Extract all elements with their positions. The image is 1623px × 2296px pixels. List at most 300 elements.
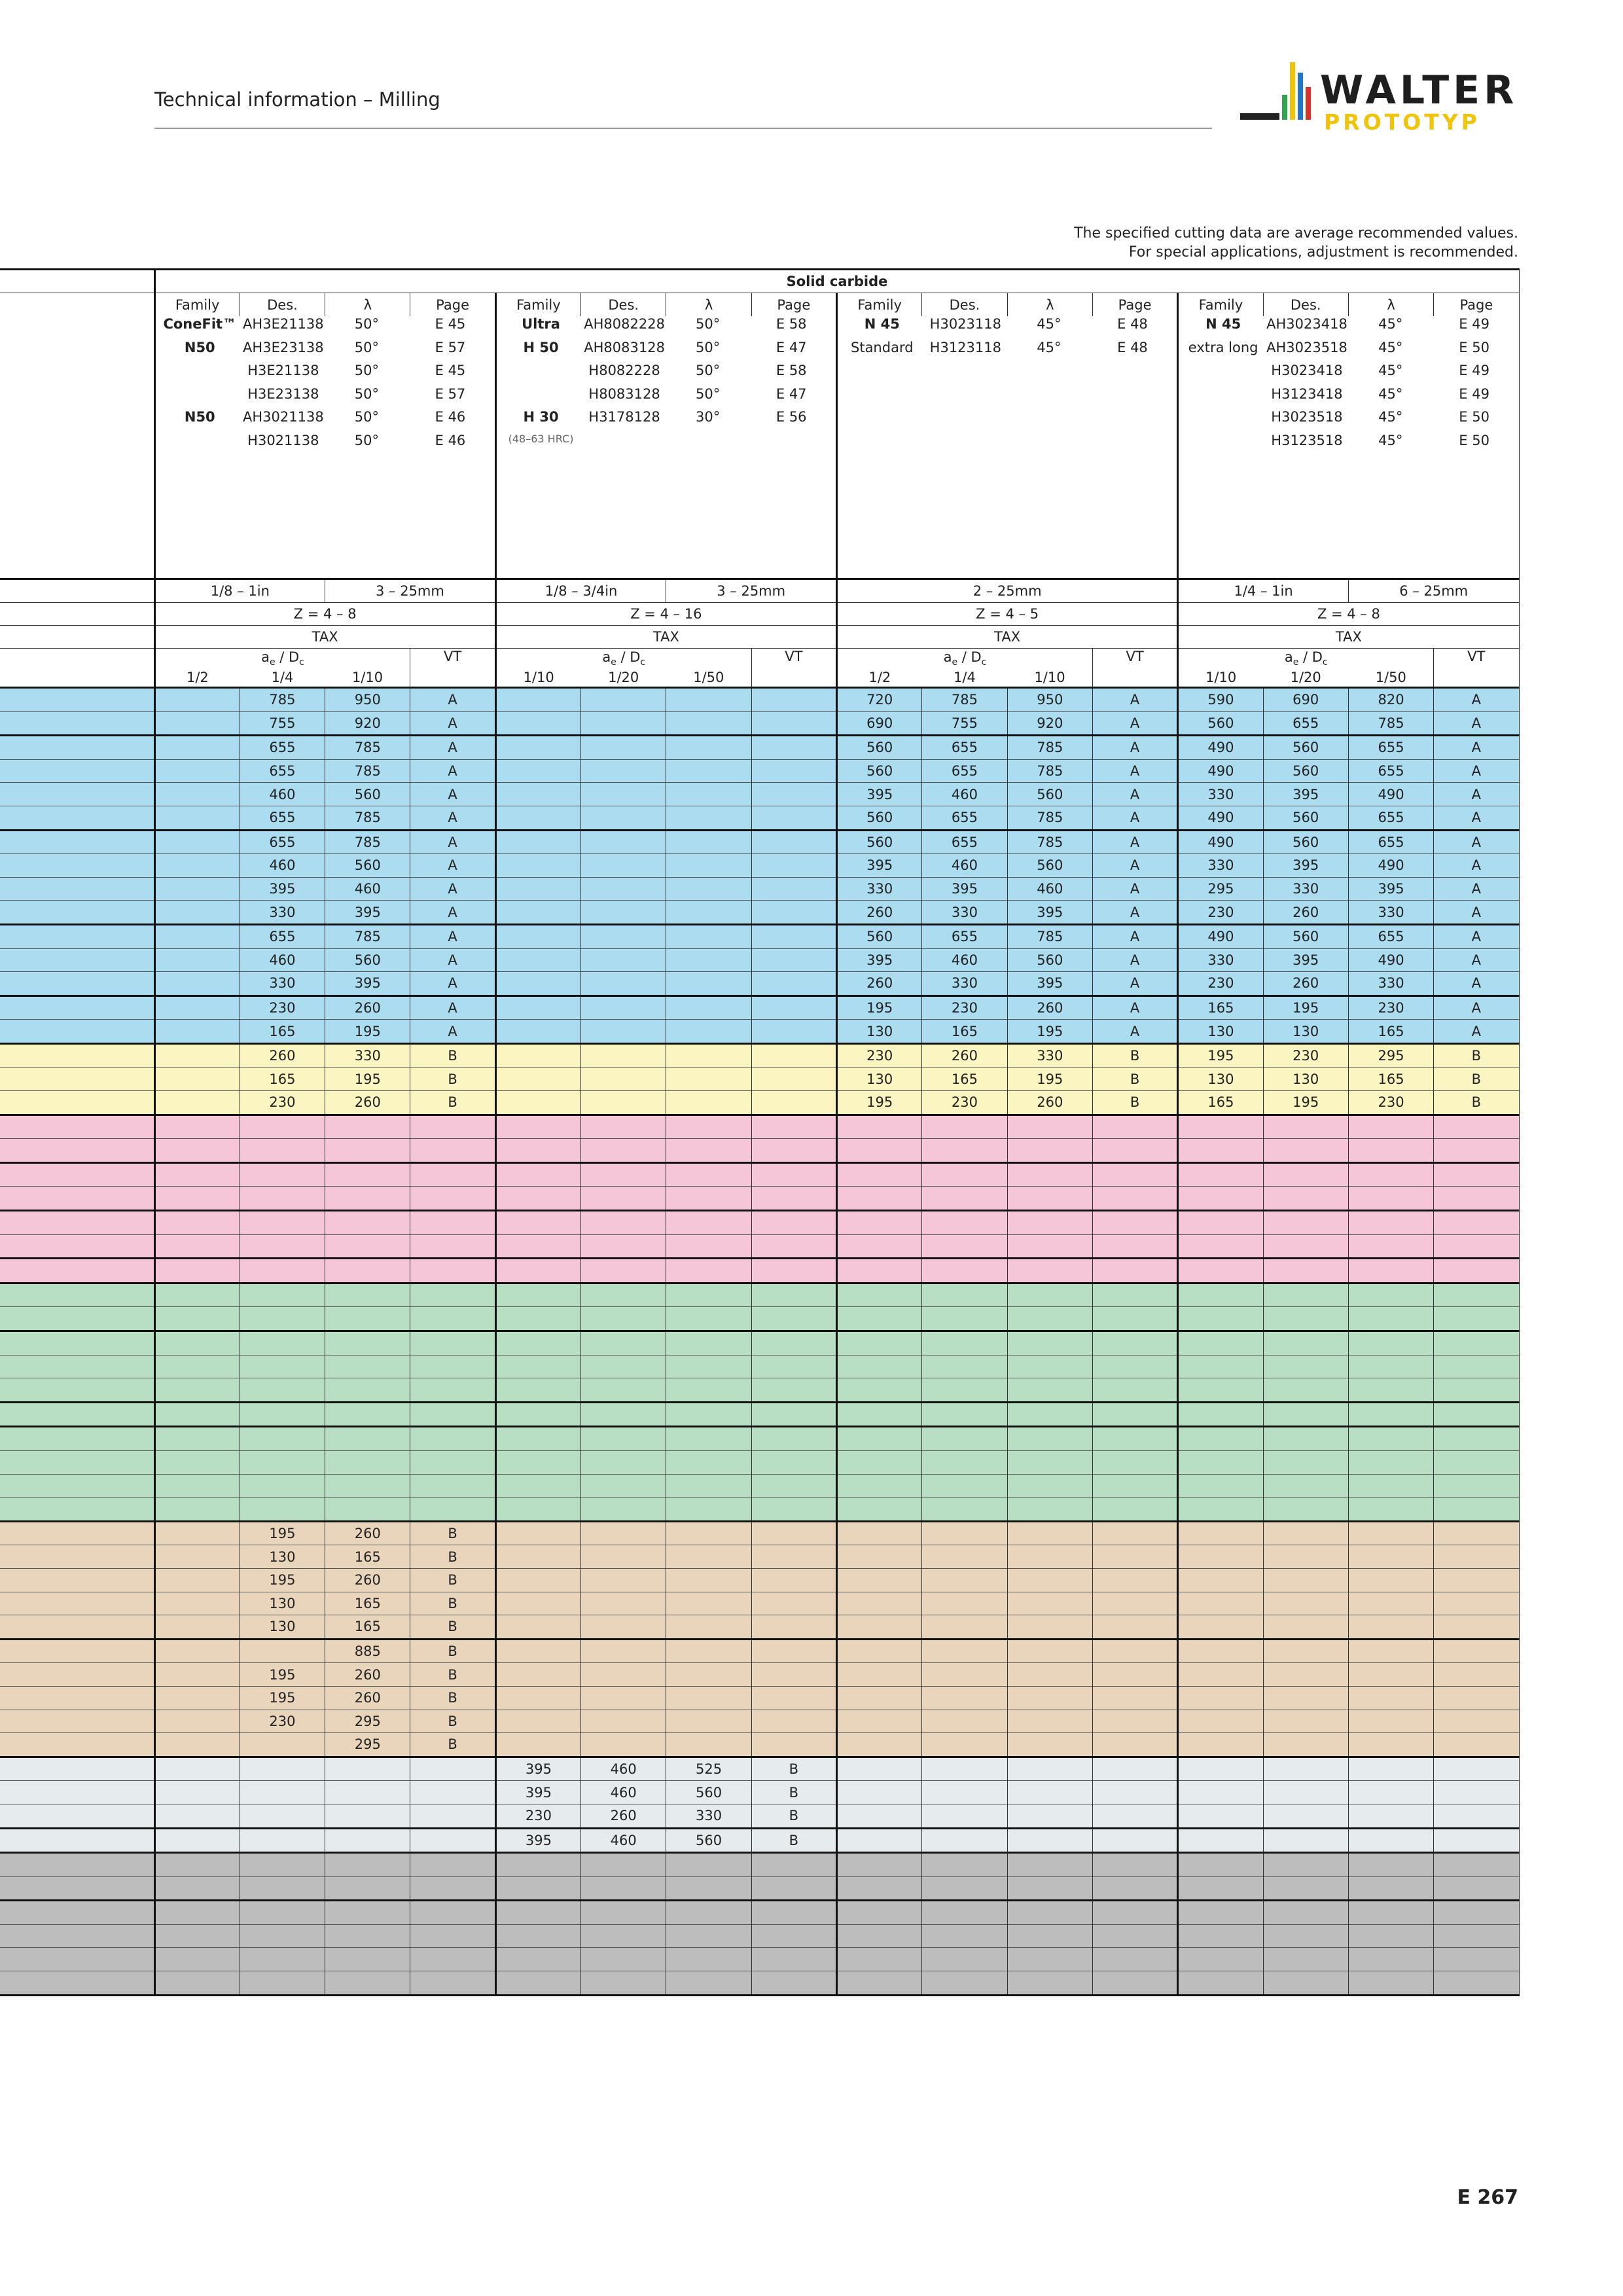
column-header: λ	[1348, 293, 1433, 317]
table-cell	[1263, 1378, 1348, 1403]
table-cell	[581, 972, 666, 996]
table-cell	[666, 1283, 751, 1307]
table-cell: 165	[325, 1545, 410, 1569]
table-cell: 785	[325, 759, 410, 783]
table-cell	[240, 1162, 325, 1187]
table-cell	[666, 1020, 751, 1044]
page-header-title: Technical information – Milling	[154, 88, 440, 111]
tool-lambda: 45°	[1378, 316, 1403, 332]
table-cell: 490	[1178, 806, 1263, 830]
ae-ratio: 1/20	[1290, 669, 1321, 685]
table-cell	[751, 877, 836, 901]
table-cell	[1263, 1427, 1348, 1451]
table-cell	[495, 830, 580, 854]
table-cell	[1263, 1804, 1348, 1828]
table-row	[0, 1853, 1519, 1877]
table-cell	[1434, 1971, 1519, 1996]
tool-row	[158, 363, 492, 386]
table-cell	[1263, 1451, 1348, 1475]
table-cell	[751, 1924, 836, 1948]
table-cell	[325, 1187, 410, 1211]
tool-list	[1181, 316, 1516, 456]
table-cell: B	[410, 1663, 495, 1687]
table-cell	[240, 1427, 325, 1451]
tool-family	[1181, 386, 1265, 410]
table-cell	[751, 1259, 836, 1283]
table-cell: A	[1434, 830, 1519, 854]
tool-row	[1181, 433, 1516, 456]
table-cell: 260	[581, 1804, 666, 1828]
table-cell	[1007, 1733, 1092, 1757]
teeth-count: Z = 4 – 8	[154, 603, 495, 626]
table-cell	[1348, 1378, 1433, 1403]
table-cell: 920	[1007, 711, 1092, 736]
table-cell	[325, 1427, 410, 1451]
tool-page: E 58	[776, 316, 807, 332]
tool-family	[158, 363, 242, 386]
table-row	[0, 1378, 1519, 1403]
table-cell	[922, 1663, 1007, 1687]
table-cell	[240, 1283, 325, 1307]
table-cell	[1178, 1521, 1263, 1545]
tool-family: H 30	[523, 409, 559, 425]
table-cell	[751, 806, 836, 830]
teeth-count: Z = 4 – 8	[1178, 603, 1519, 626]
table-cell	[1348, 1686, 1433, 1710]
table-cell: 460	[922, 783, 1007, 806]
table-cell	[581, 1568, 666, 1592]
table-cell	[581, 783, 666, 806]
table-row	[0, 1020, 1519, 1044]
table-cell	[1178, 1924, 1263, 1948]
table-cell	[495, 806, 580, 830]
table-cell	[240, 1948, 325, 1971]
table-cell: 165	[240, 1020, 325, 1044]
table-cell	[240, 1187, 325, 1211]
note-line-2: For special applications, adjustment is recommended.	[1128, 244, 1518, 260]
table-cell	[325, 1283, 410, 1307]
table-cell: A	[1092, 688, 1177, 712]
tool-page: E 49	[1459, 316, 1489, 332]
row-label-cell	[0, 996, 154, 1020]
table-cell	[1434, 1211, 1519, 1235]
table-cell	[154, 1615, 240, 1640]
tool-group-3	[1178, 316, 1519, 579]
table-cell	[837, 1757, 922, 1781]
table-cell	[1007, 1828, 1092, 1853]
table-cell	[1092, 1876, 1177, 1901]
table-cell	[1263, 1355, 1348, 1378]
table-cell: A	[410, 736, 495, 760]
table-cell: 165	[325, 1592, 410, 1615]
table-cell	[1348, 1427, 1433, 1451]
table-cell	[837, 1307, 922, 1331]
table-cell	[1092, 1924, 1177, 1948]
table-cell: A	[1434, 711, 1519, 736]
table-cell	[581, 1378, 666, 1403]
table-row	[0, 1615, 1519, 1640]
table-row	[0, 1924, 1519, 1948]
table-cell: 395	[922, 877, 1007, 901]
table-cell	[495, 1498, 580, 1522]
table-cell	[154, 972, 240, 996]
table-cell: A	[1092, 736, 1177, 760]
tool-page: E 45	[435, 363, 466, 378]
table-cell	[666, 1187, 751, 1211]
cutting-data-note	[1074, 224, 1518, 262]
table-cell	[751, 948, 836, 972]
table-cell	[325, 1402, 410, 1427]
table-cell	[1092, 1971, 1177, 1996]
table-cell	[495, 783, 580, 806]
table-row	[0, 1971, 1519, 1996]
tax-label: TAX	[495, 626, 836, 649]
table-cell	[1178, 1948, 1263, 1971]
table-cell	[325, 1757, 410, 1781]
table-cell	[1434, 1948, 1519, 1971]
row-label-cell	[0, 1474, 154, 1498]
table-row	[0, 1828, 1519, 1853]
ae-ratio: 1/10	[1034, 669, 1065, 685]
table-cell	[495, 1710, 580, 1733]
table-cell: A	[1434, 877, 1519, 901]
table-cell	[922, 1710, 1007, 1733]
table-cell	[154, 1545, 240, 1569]
table-cell	[922, 1331, 1007, 1355]
table-row	[0, 1948, 1519, 1971]
table-cell	[1434, 1733, 1519, 1757]
table-cell	[240, 1331, 325, 1355]
table-cell	[837, 1427, 922, 1451]
table-cell: B	[410, 1733, 495, 1757]
column-header: Page	[1092, 293, 1177, 317]
table-cell	[1263, 1402, 1348, 1427]
table-cell: 130	[837, 1020, 922, 1044]
column-header: λ	[1007, 293, 1092, 317]
table-cell	[666, 972, 751, 996]
table-cell: 690	[837, 711, 922, 736]
table-cell	[154, 1234, 240, 1259]
table-cell	[1348, 1162, 1433, 1187]
table-cell	[581, 1283, 666, 1307]
table-cell	[1263, 1828, 1348, 1853]
table-cell	[495, 1971, 580, 1996]
table-cell: B	[410, 1091, 495, 1115]
table-cell	[240, 1971, 325, 1996]
table-cell: A	[1434, 854, 1519, 878]
table-cell	[751, 1115, 836, 1139]
table-cell: A	[410, 924, 495, 948]
table-cell	[1348, 1853, 1433, 1877]
table-cell	[922, 1828, 1007, 1853]
table-row	[0, 1067, 1519, 1091]
table-cell	[1007, 1451, 1092, 1475]
table-cell: 560	[325, 948, 410, 972]
table-cell: 260	[837, 901, 922, 925]
table-cell	[666, 948, 751, 972]
table-cell	[154, 1686, 240, 1710]
table-cell	[325, 1781, 410, 1804]
table-cell: A	[1092, 806, 1177, 830]
table-cell	[751, 688, 836, 712]
tool-family	[499, 363, 583, 386]
table-cell	[1092, 1615, 1177, 1640]
table-cell	[495, 1091, 580, 1115]
table-cell	[837, 1710, 922, 1733]
table-cell	[1092, 1498, 1177, 1522]
table-cell: A	[1092, 877, 1177, 901]
table-cell: 655	[1263, 711, 1348, 736]
table-cell: 460	[240, 948, 325, 972]
table-cell: A	[1434, 806, 1519, 830]
table-cell	[1092, 1331, 1177, 1355]
table-cell	[1178, 1828, 1263, 1853]
table-cell	[240, 1781, 325, 1804]
table-cell	[751, 830, 836, 854]
diameter-range-inch: 1/8 – 1in	[154, 579, 325, 603]
table-cell	[666, 1427, 751, 1451]
tool-des: AH3023418	[1266, 316, 1347, 332]
table-cell	[1434, 1901, 1519, 1925]
table-cell	[1434, 1498, 1519, 1522]
table-cell	[240, 1828, 325, 1853]
tool-list	[840, 316, 1174, 363]
table-cell: 330	[666, 1804, 751, 1828]
table-cell	[751, 1971, 836, 1996]
table-cell: 165	[1178, 1091, 1263, 1115]
table-row	[0, 1259, 1519, 1283]
table-cell: A	[410, 806, 495, 830]
table-cell	[410, 1259, 495, 1283]
table-cell	[1092, 1948, 1177, 1971]
table-cell	[666, 1924, 751, 1948]
table-cell: 560	[1263, 830, 1348, 854]
table-cell: 560	[325, 854, 410, 878]
table-cell	[922, 1804, 1007, 1828]
table-cell	[1178, 1474, 1263, 1498]
table-row	[0, 1451, 1519, 1475]
table-cell: 130	[1178, 1067, 1263, 1091]
table-cell	[240, 1876, 325, 1901]
tool-lambda: 50°	[354, 363, 380, 378]
table-cell	[666, 1402, 751, 1427]
tool-family: N50	[184, 339, 215, 355]
table-cell	[1348, 1234, 1433, 1259]
table-cell	[1263, 1781, 1348, 1804]
table-cell	[751, 854, 836, 878]
table-cell: 490	[1178, 759, 1263, 783]
tool-lambda: 50°	[354, 316, 380, 332]
table-cell: 330	[1007, 1043, 1092, 1067]
table-cell: B	[1434, 1091, 1519, 1115]
table-cell: A	[410, 877, 495, 901]
table-cell: 165	[922, 1020, 1007, 1044]
table-cell	[1007, 1521, 1092, 1545]
table-cell: 330	[1178, 783, 1263, 806]
table-row	[0, 688, 1519, 712]
table-cell	[1092, 1474, 1177, 1498]
table-cell	[837, 1545, 922, 1569]
table-row	[0, 1592, 1519, 1615]
table-cell	[666, 1615, 751, 1640]
table-cell: 195	[1178, 1043, 1263, 1067]
table-cell	[1263, 1901, 1348, 1925]
table-cell	[922, 1378, 1007, 1403]
table-cell	[666, 688, 751, 712]
table-cell: 655	[240, 924, 325, 948]
table-cell	[922, 1355, 1007, 1378]
table-cell: 395	[1007, 972, 1092, 996]
tool-row	[499, 386, 833, 410]
row-label-cell	[0, 1804, 154, 1828]
table-cell	[1263, 1283, 1348, 1307]
table-cell	[154, 1901, 240, 1925]
table-cell	[666, 1498, 751, 1522]
row-label-cell	[0, 1187, 154, 1211]
tool-family: N50	[184, 409, 215, 425]
row-label-cell	[0, 1234, 154, 1259]
table-cell	[1434, 1162, 1519, 1187]
table-row	[0, 877, 1519, 901]
column-header: Des.	[240, 293, 325, 317]
row-label-cell	[0, 759, 154, 783]
table-cell	[154, 1427, 240, 1451]
table-cell	[1348, 1568, 1433, 1592]
teeth-count: Z = 4 – 5	[837, 603, 1178, 626]
logo-bar-green	[1282, 95, 1287, 120]
row-label-cell	[0, 736, 154, 760]
row-label-cell	[0, 1639, 154, 1663]
table-cell	[154, 924, 240, 948]
table-row	[0, 1211, 1519, 1235]
table-row	[0, 1876, 1519, 1901]
table-cell	[581, 901, 666, 925]
tool-row	[1181, 386, 1516, 410]
row-label-cell	[0, 783, 154, 806]
table-cell	[666, 1568, 751, 1592]
ae-ratio: 1/4	[954, 669, 976, 685]
table-cell	[1434, 1828, 1519, 1853]
table-cell	[410, 1781, 495, 1804]
table-cell	[922, 1451, 1007, 1475]
table-cell	[581, 830, 666, 854]
table-cell	[1263, 1639, 1348, 1663]
table-cell	[154, 1307, 240, 1331]
row-label-cell	[0, 1043, 154, 1067]
table-cell: B	[410, 1592, 495, 1615]
table-cell	[1348, 1639, 1433, 1663]
table-cell	[581, 1663, 666, 1687]
table-cell: 785	[240, 688, 325, 712]
table-cell	[751, 1020, 836, 1044]
table-cell	[154, 1067, 240, 1091]
row-label-cell	[0, 1020, 154, 1044]
table-cell: B	[1092, 1067, 1177, 1091]
table-cell: 195	[325, 1067, 410, 1091]
table-row	[0, 1568, 1519, 1592]
table-row	[0, 1781, 1519, 1804]
table-cell	[495, 1948, 580, 1971]
table-cell	[410, 1427, 495, 1451]
table-cell: 195	[1007, 1067, 1092, 1091]
table-cell: 785	[325, 924, 410, 948]
table-cell: 785	[325, 736, 410, 760]
table-cell: 395	[240, 877, 325, 901]
table-cell	[1348, 1757, 1433, 1781]
table-cell	[1092, 1757, 1177, 1781]
table-cell	[922, 1234, 1007, 1259]
table-cell	[666, 1901, 751, 1925]
table-cell	[666, 759, 751, 783]
table-cell	[666, 1639, 751, 1663]
table-cell: 560	[1007, 854, 1092, 878]
table-cell	[1263, 1211, 1348, 1235]
table-row	[0, 806, 1519, 830]
table-cell: B	[410, 1568, 495, 1592]
table-cell	[1348, 1187, 1433, 1211]
table-cell: 260	[325, 1686, 410, 1710]
logo-bar-red	[1306, 87, 1311, 120]
table-cell: A	[410, 688, 495, 712]
table-cell	[1092, 1139, 1177, 1163]
table-cell	[1263, 1187, 1348, 1211]
table-cell	[1348, 1259, 1433, 1283]
table-cell	[922, 1639, 1007, 1663]
table-cell	[751, 924, 836, 948]
tool-family	[499, 386, 583, 410]
table-cell	[240, 1733, 325, 1757]
table-cell	[1178, 1663, 1263, 1687]
table-cell	[1007, 1427, 1092, 1451]
table-cell	[751, 1451, 836, 1475]
column-header: Family	[154, 293, 240, 317]
table-cell	[1007, 1259, 1092, 1283]
table-cell	[1178, 1211, 1263, 1235]
table-cell	[666, 1211, 751, 1235]
row-label-cell	[0, 1283, 154, 1307]
table-cell	[495, 736, 580, 760]
table-cell	[1007, 1876, 1092, 1901]
tool-lambda: 30°	[696, 409, 721, 425]
table-cell	[1007, 1307, 1092, 1331]
table-cell: A	[1434, 688, 1519, 712]
table-cell	[1092, 1521, 1177, 1545]
row-label-cell	[0, 924, 154, 948]
table-cell: 230	[240, 996, 325, 1020]
tool-page: E 45	[435, 316, 466, 332]
table-cell	[1434, 1283, 1519, 1307]
table-cell: A	[1092, 1020, 1177, 1044]
table-cell	[1007, 1115, 1092, 1139]
table-cell: 195	[240, 1521, 325, 1545]
table-cell: 785	[1348, 711, 1433, 736]
table-cell	[1178, 1757, 1263, 1781]
table-cell	[154, 1521, 240, 1545]
tool-des: H3178128	[588, 409, 660, 425]
table-cell	[495, 1545, 580, 1569]
table-cell: 655	[1348, 924, 1433, 948]
table-cell	[154, 1828, 240, 1853]
table-cell	[1092, 1283, 1177, 1307]
table-cell	[1007, 1378, 1092, 1403]
tool-des: H3E21138	[247, 363, 319, 378]
tax-label: TAX	[1178, 626, 1519, 649]
table-cell	[325, 1139, 410, 1163]
table-cell: A	[1434, 924, 1519, 948]
table-cell	[581, 1162, 666, 1187]
table-cell: 165	[1348, 1020, 1433, 1044]
table-cell	[751, 1853, 836, 1877]
